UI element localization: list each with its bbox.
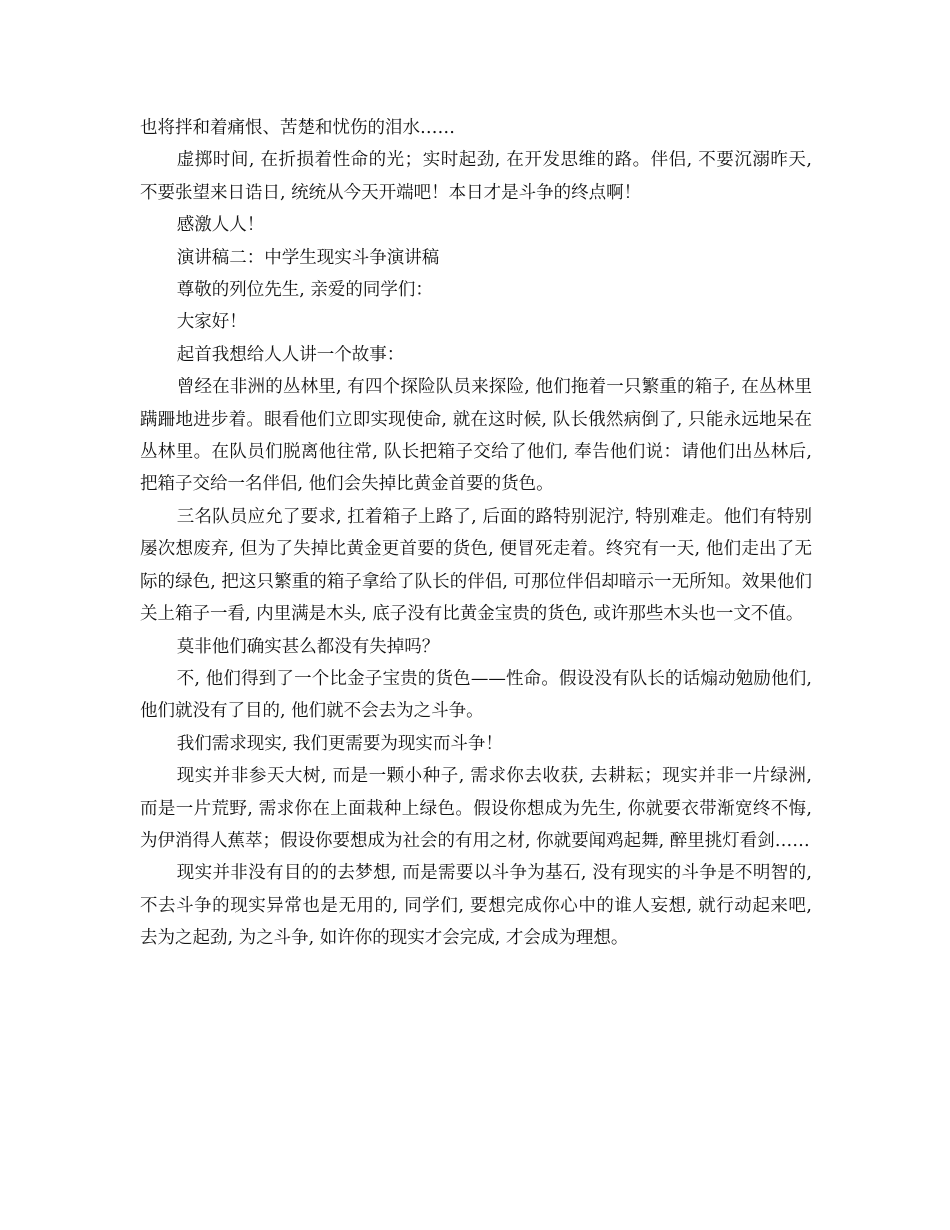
paragraph-salutation: 尊敬的列位先生, 亲爱的同学们： (176, 280, 433, 301)
paragraph-thanks: 感激人人！ (176, 215, 265, 236)
paragraph-time: 虚掷时间, 在折损着性命的光；实时起劲, 在开发思维的路。伴侣, 不要沉溺昨天, 不要张望来日诰日, 统统从今天开端吧！本日才是斗争的终点啊！ (140, 150, 812, 203)
paragraph-need-struggle: 我们需求现实, 我们更需要为现实而斗争！ (176, 733, 503, 754)
paragraph-story-intro: 起首我想给人人讲一个故事： (176, 344, 405, 365)
paragraph-greeting: 大家好！ (176, 312, 247, 333)
paragraph-story-box: 三名队员应允了要求, 扛着箱子上路了, 后面的路特别泥泞, 特别难走。他们有特别屡次想废弃, 但为了失掉比黄金更首要的货色, 便冒死走着。终究有一天, 他们走出了无际的绿色, 把这只繁重的箱子拿给了队长的伴侣, 可那位伴侣却暗示一无所知。效果他们关上箱子一看, 内里满是木头, 底子没有比黄金宝贵的货色, 或许那些木头也一文不值。 (140, 506, 812, 625)
paragraph-conclusion: 现实并非没有目的的去梦想, 而是需要以斗争为基石, 没有现实的斗争是不明智的, 不去斗争的现实异常也是无用的, 同学们, 要想完成你心中的谁人妄想, 就行动起来吧, 去为之起劲, 为之斗争, 如许你的现实才会完成, 才会成为理想。 (140, 863, 812, 949)
paragraph-question: 莫非他们确实甚么都没有失掉吗？ (176, 636, 440, 657)
paragraph-continuation: 也将拌和着痛恨、苦楚和忧伤的泪水…… (140, 118, 455, 138)
paragraph-seed: 现实并非参天大树, 而是一颗小种子, 需求你去收获, 去耕耘；现实并非一片绿洲, 而是一片荒野, 需求你在上面栽种上绿色。假设你想成为先生, 你就要衣带渐宽终不悔, 为伊消得人蕉萃；假设你要想成为社会的有用之材, 你就要闻鸡起舞, 醉里挑灯看剑…… (140, 766, 812, 851)
paragraph-story-jungle: 曾经在非洲的丛林里, 有四个探险队员来探险, 他们拖着一只繁重的箱子, 在丛林里蹒跚地进步着。眼看他们立即实现使命, 就在这时候, 队长俄然病倒了, 只能永远地呆在丛林里。在队员们脱离他往常, 队长把箱子交给了他们, 奉告他们说：请他们出丛林后, 把箱子交给一名伴侣, 他们会失掉比黄金首要的货色。 (140, 377, 812, 495)
paragraph-answer: 不, 他们得到了一个比金子宝贵的货色——性命。假设没有队长的话煽动勉励他们, 他们就没有了目的, 他们就不会去为之斗争。 (140, 668, 812, 722)
document-page (140, 112, 812, 955)
speech-two-heading: 演讲稿二：中学生现实斗争演讲稿 (176, 247, 440, 268)
